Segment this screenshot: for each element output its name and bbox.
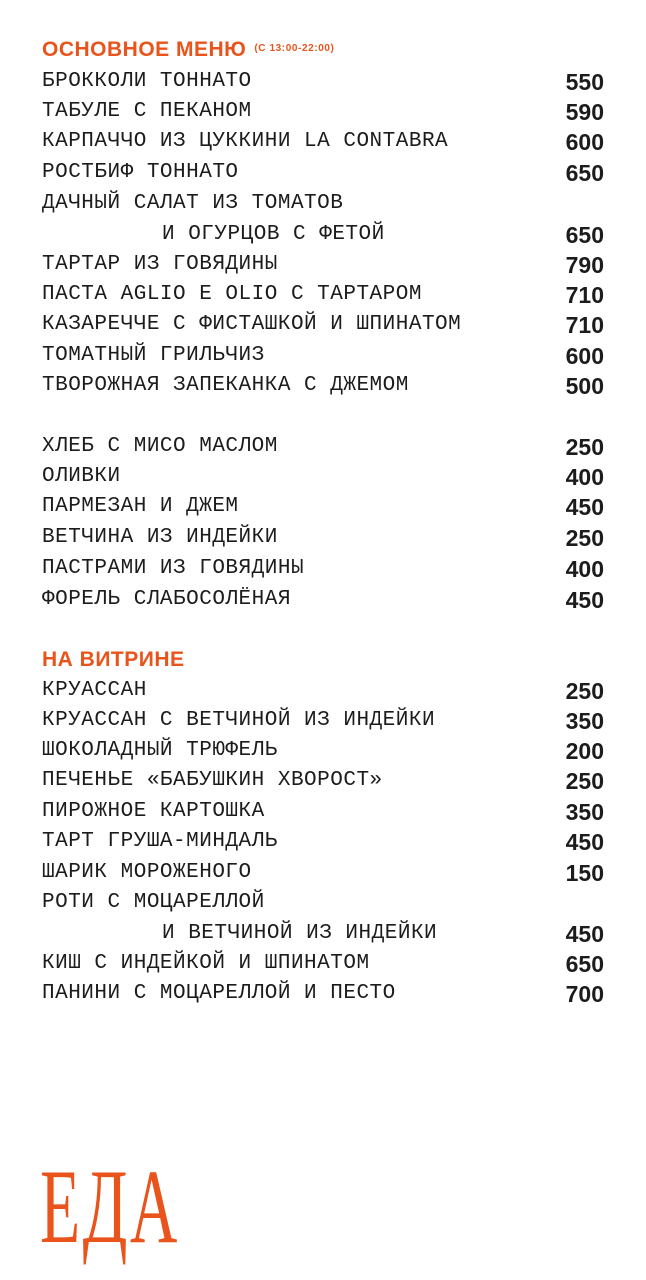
menu-item-price: 650 — [565, 160, 604, 186]
main-menu-title: ОСНОВНОЕ МЕНЮ — [42, 38, 247, 61]
showcase-title: НА ВИТРИНЕ — [42, 648, 185, 671]
snack-item-name: ОЛИВКИ — [42, 465, 121, 488]
snack-item-name: ВЕТЧИНА ИЗ ИНДЕЙКИ — [42, 526, 278, 549]
menu-item-price: 710 — [565, 282, 604, 308]
menu-item-name: ТАРТАР ИЗ ГОВЯДИНЫ — [42, 253, 278, 276]
showcase-item-name: ШАРИК МОРОЖЕНОГО — [42, 861, 252, 884]
showcase-item-name: ШОКОЛАДНЫЙ ТРЮФЕЛЬ — [42, 739, 278, 762]
showcase-item-price: 250 — [565, 678, 604, 704]
showcase-heading — [42, 648, 185, 672]
menu-item — [42, 371, 604, 401]
menu-item — [42, 280, 604, 310]
showcase-item-name: ПАНИНИ С МОЦАРЕЛЛОЙ И ПЕСТО — [42, 982, 396, 1005]
snack-item-name: ХЛЕБ С МИСО МАСЛОМ — [42, 435, 278, 458]
showcase-item — [42, 919, 604, 949]
snack-item — [42, 462, 604, 492]
snack-item — [42, 585, 604, 615]
showcase-item-name: ТАРТ ГРУША-МИНДАЛЬ — [42, 830, 278, 853]
menu-item — [42, 220, 604, 250]
showcase-item-name: РОТИ С МОЦАРЕЛЛОЙ — [42, 891, 265, 914]
showcase-item — [42, 949, 604, 979]
showcase-item-name: КРУАССАН С ВЕТЧИНОЙ ИЗ ИНДЕЙКИ — [42, 709, 436, 732]
menu-item-price: 600 — [565, 129, 604, 155]
menu-item-name: ТВОРОЖНАЯ ЗАПЕКАНКА С ДЖЕМОМ — [42, 374, 409, 397]
showcase-item — [42, 797, 604, 827]
showcase-item-price: 650 — [565, 951, 604, 977]
showcase-item-price: 150 — [565, 860, 604, 886]
menu-item — [42, 158, 604, 188]
snack-item-name: ПАСТРАМИ ИЗ ГОВЯДИНЫ — [42, 557, 305, 580]
snack-item-name: ФОРЕЛЬ СЛАБОСОЛЁНАЯ — [42, 588, 291, 611]
snack-item — [42, 432, 604, 462]
showcase-item-price: 250 — [565, 768, 604, 794]
showcase-item-price: 700 — [565, 981, 604, 1007]
menu-item-name: ТОМАТНЫЙ ГРИЛЬЧИЗ — [42, 344, 265, 367]
menu-item-price: 590 — [565, 99, 604, 125]
menu-item-name: КАЗАРЕЧЧЕ С ФИСТАШКОЙ И ШПИНАТОМ — [42, 313, 462, 336]
menu-item — [42, 341, 604, 371]
showcase-item-price: 450 — [565, 921, 604, 947]
showcase-item-name: ПИРОЖНОЕ КАРТОШКА — [42, 800, 265, 823]
showcase-item — [42, 979, 604, 1009]
menu-item-price: 500 — [565, 373, 604, 399]
menu-item-price: 650 — [565, 222, 604, 248]
showcase-item-name: КИШ С ИНДЕЙКОЙ И ШПИНАТОМ — [42, 952, 370, 975]
menu-item — [42, 250, 604, 280]
showcase-item — [42, 706, 604, 736]
snack-item-price: 250 — [565, 434, 604, 460]
showcase-item — [42, 676, 604, 706]
snack-item-price: 400 — [565, 464, 604, 490]
showcase-item-name: КРУАССАН — [42, 679, 147, 702]
menu-item-price: 600 — [565, 343, 604, 369]
menu-item — [42, 189, 604, 219]
showcase-item-price: 350 — [565, 799, 604, 825]
snack-item — [42, 523, 604, 553]
menu-item-price: 790 — [565, 252, 604, 278]
snack-item — [42, 492, 604, 522]
showcase-item-price: 200 — [565, 738, 604, 764]
menu-item — [42, 67, 604, 97]
menu-item-name: И ОГУРЦОВ С ФЕТОЙ — [162, 223, 385, 246]
snack-item-name: ПАРМЕЗАН И ДЖЕМ — [42, 495, 239, 518]
menu-item — [42, 127, 604, 157]
menu-item-price: 710 — [565, 312, 604, 338]
showcase-item — [42, 766, 604, 796]
menu-item-name: ТАБУЛЕ С ПЕКАНОМ — [42, 100, 252, 123]
menu-item-name: ПАСТА AGLIO E OLIO С ТАРТАРОМ — [42, 283, 422, 306]
menu-item-name: ДАЧНЫЙ САЛАТ ИЗ ТОМАТОВ — [42, 192, 344, 215]
snack-item-price: 250 — [565, 525, 604, 551]
snack-item-price: 400 — [565, 556, 604, 582]
showcase-item-price: 450 — [565, 829, 604, 855]
menu-item — [42, 310, 604, 340]
snack-item — [42, 554, 604, 584]
showcase-item — [42, 888, 604, 918]
showcase-item — [42, 827, 604, 857]
menu-item-price: 550 — [565, 69, 604, 95]
menu-item-name: РОСТБИФ ТОННАТО — [42, 161, 239, 184]
main-menu-heading — [42, 38, 335, 62]
snack-item-price: 450 — [565, 494, 604, 520]
menu-item-name: БРОККОЛИ ТОННАТО — [42, 70, 252, 93]
showcase-item — [42, 858, 604, 888]
menu-item — [42, 97, 604, 127]
showcase-item-price: 350 — [565, 708, 604, 734]
showcase-item — [42, 736, 604, 766]
menu-item-name: КАРПАЧЧО ИЗ ЦУККИНИ LA CONTABRA — [42, 130, 449, 153]
showcase-item-name: ПЕЧЕНЬЕ «БАБУШКИН ХВОРОСТ» — [42, 769, 383, 792]
page-title: ЕДА — [40, 1148, 180, 1265]
snack-item-price: 450 — [565, 587, 604, 613]
showcase-item-name: И ВЕТЧИНОЙ ИЗ ИНДЕЙКИ — [162, 922, 438, 945]
main-menu-hours: (С 13:00-22:00) — [254, 43, 335, 54]
